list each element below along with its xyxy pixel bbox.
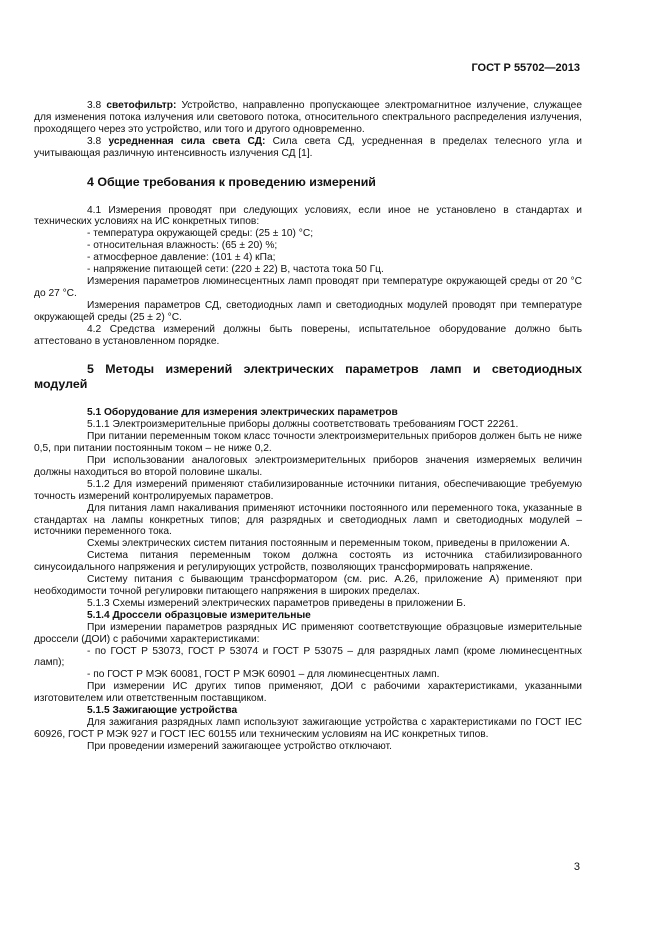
definition-number: 3.8 [87, 135, 102, 147]
paragraph: При питании переменным током класс точности электроизмерительных приборов должен быть не ниже 0,5, при питании постоянным током – не ниже 0,2. [34, 431, 582, 455]
paragraph-5-1-3: 5.1.3 Схемы измерений электрических параметров приведены в приложении Б. [87, 597, 466, 609]
definition-number: 3.8 [87, 100, 102, 111]
paragraph: При измерении ИС других типов применяют, ДОИ с рабочими характеристиками, указанными изготовителем или ответственным поставщиком. [34, 681, 582, 705]
definition-3-8-intensity [34, 136, 582, 160]
paragraph: При измерении параметров разрядных ИС применяют соответствующие образцовые измерительные дроссели (ДОИ) с рабочими характеристиками: [34, 621, 582, 645]
paragraph: Для зажигания разрядных ламп используют зажигающие устройства с характеристиками по ГОСТ IEC 60926, ГОСТ Р МЭК 927 и ГОСТ IEC 60155 или техническим условиям на ИС конкретных типов. [34, 716, 582, 740]
paragraph-4-1: 4.1 Измерения проводят при следующих условиях, если иное не установлено в стандартах и технических условиях на ИС конкретных типов: [34, 204, 582, 228]
condition-item: - атмосферное давление: (101 ± 4) кПа; [87, 252, 276, 264]
page-number: 3 [573, 861, 580, 873]
condition-item: - температура окружающей среды: (25 ± 10) °С; [87, 228, 314, 240]
section-4-heading: 4 Общие требования к проведению измерений [87, 174, 376, 189]
paragraph-4-2: 4.2 Средства измерений должны быть поверены, испытательное оборудование должно быть аттестовано в установленном порядке. [34, 323, 582, 347]
paragraph: При использовании аналоговых электроизмерительных приборов значения измеряемых величин должны находиться во второй половине шкалы. [34, 455, 582, 478]
paragraph: При проведении измерений зажигающее устройство отключают. [87, 740, 392, 752]
section-5-heading: 5 Методы измерений электрических параметров ламп и светодиодных модулей [34, 362, 582, 392]
subsection-5-1-5-heading: 5.1.5 Зажигающие устройства [87, 705, 238, 717]
condition-item: - относительная влажность: (65 ± 20) %; [87, 240, 278, 252]
paragraph-5-1-2: 5.1.2 Для измерений применяют стабилизированные источники питания, обеспечивающие требуемую точность измерений контролируемых параметров. [34, 478, 582, 502]
subsection-5-1-heading: 5.1 Оборудование для измерения электрических параметров [87, 407, 398, 419]
list-item: - по ГОСТ Р МЭК 60081, ГОСТ Р МЭК 60901 – для люминесцентных ламп. [87, 669, 440, 681]
paragraph: Систему питания с бывающим трансформатором (см. рис. А.26, приложение А) применяют при необходимости точной регулировки питающего напряжения в широких пределах. [34, 574, 582, 597]
definition-text: Сила света СД, усредненная в пределах телесного угла и учитывающая различную интенсивность излучения СД [1]. [34, 135, 582, 159]
paragraph-5-1-1: 5.1.1 Электроизмерительные приборы должны соответствовать требованиям ГОСТ 22261. [87, 419, 519, 431]
page-content [34, 100, 582, 753]
paragraph: Измерения параметров СД, светодиодных ламп и светодиодных модулей проводят при температуре окружающей среды (25 ± 2) °С. [34, 299, 582, 323]
standard-header: ГОСТ Р 55702—2013 [471, 62, 580, 74]
condition-item: - напряжение питающей сети: (220 ± 22) В, частота тока 50 Гц. [87, 264, 384, 276]
definition-3-8-filter [34, 100, 582, 136]
list-item: - по ГОСТ Р 53073, ГОСТ Р 53074 и ГОСТ Р 53075 – для разрядных ламп (кроме люминесцентных ламп); [34, 645, 582, 669]
paragraph: Система питания переменным током должна состоять из источника стабилизированного синусоидального напряжения и регулирующих устройств, позволяющих трансформировать напряжение. [34, 550, 582, 574]
paragraph: Для питания ламп накаливания применяют источники постоянного или переменного тока, указанные в стандартах на лампы конкретных типов; для разрядных и светодиодных ламп и светодиодных модулей – источники переменного тока. [34, 502, 582, 538]
paragraph: Измерения параметров люминесцентных ламп проводят при температуре окружающей среды от 20 °С до 27 °С. [34, 275, 582, 299]
subsection-5-1-4-heading: 5.1.4 Дроссели образцовые измерительные [87, 609, 311, 621]
paragraph: Схемы электрических систем питания постоянным и переменным током, приведены в приложении А. [87, 538, 570, 550]
definition-text: Устройство, направленно пропускающее электромагнитное излучение, служащее для изменения потока излучения или светового потока, относительного спектрального распределения излучения, проходящего через это устройство, или того и другого одновременно. [34, 100, 582, 135]
definition-term: светофильтр: [106, 100, 177, 111]
definition-term: усредненная сила света СД: [108, 135, 266, 147]
